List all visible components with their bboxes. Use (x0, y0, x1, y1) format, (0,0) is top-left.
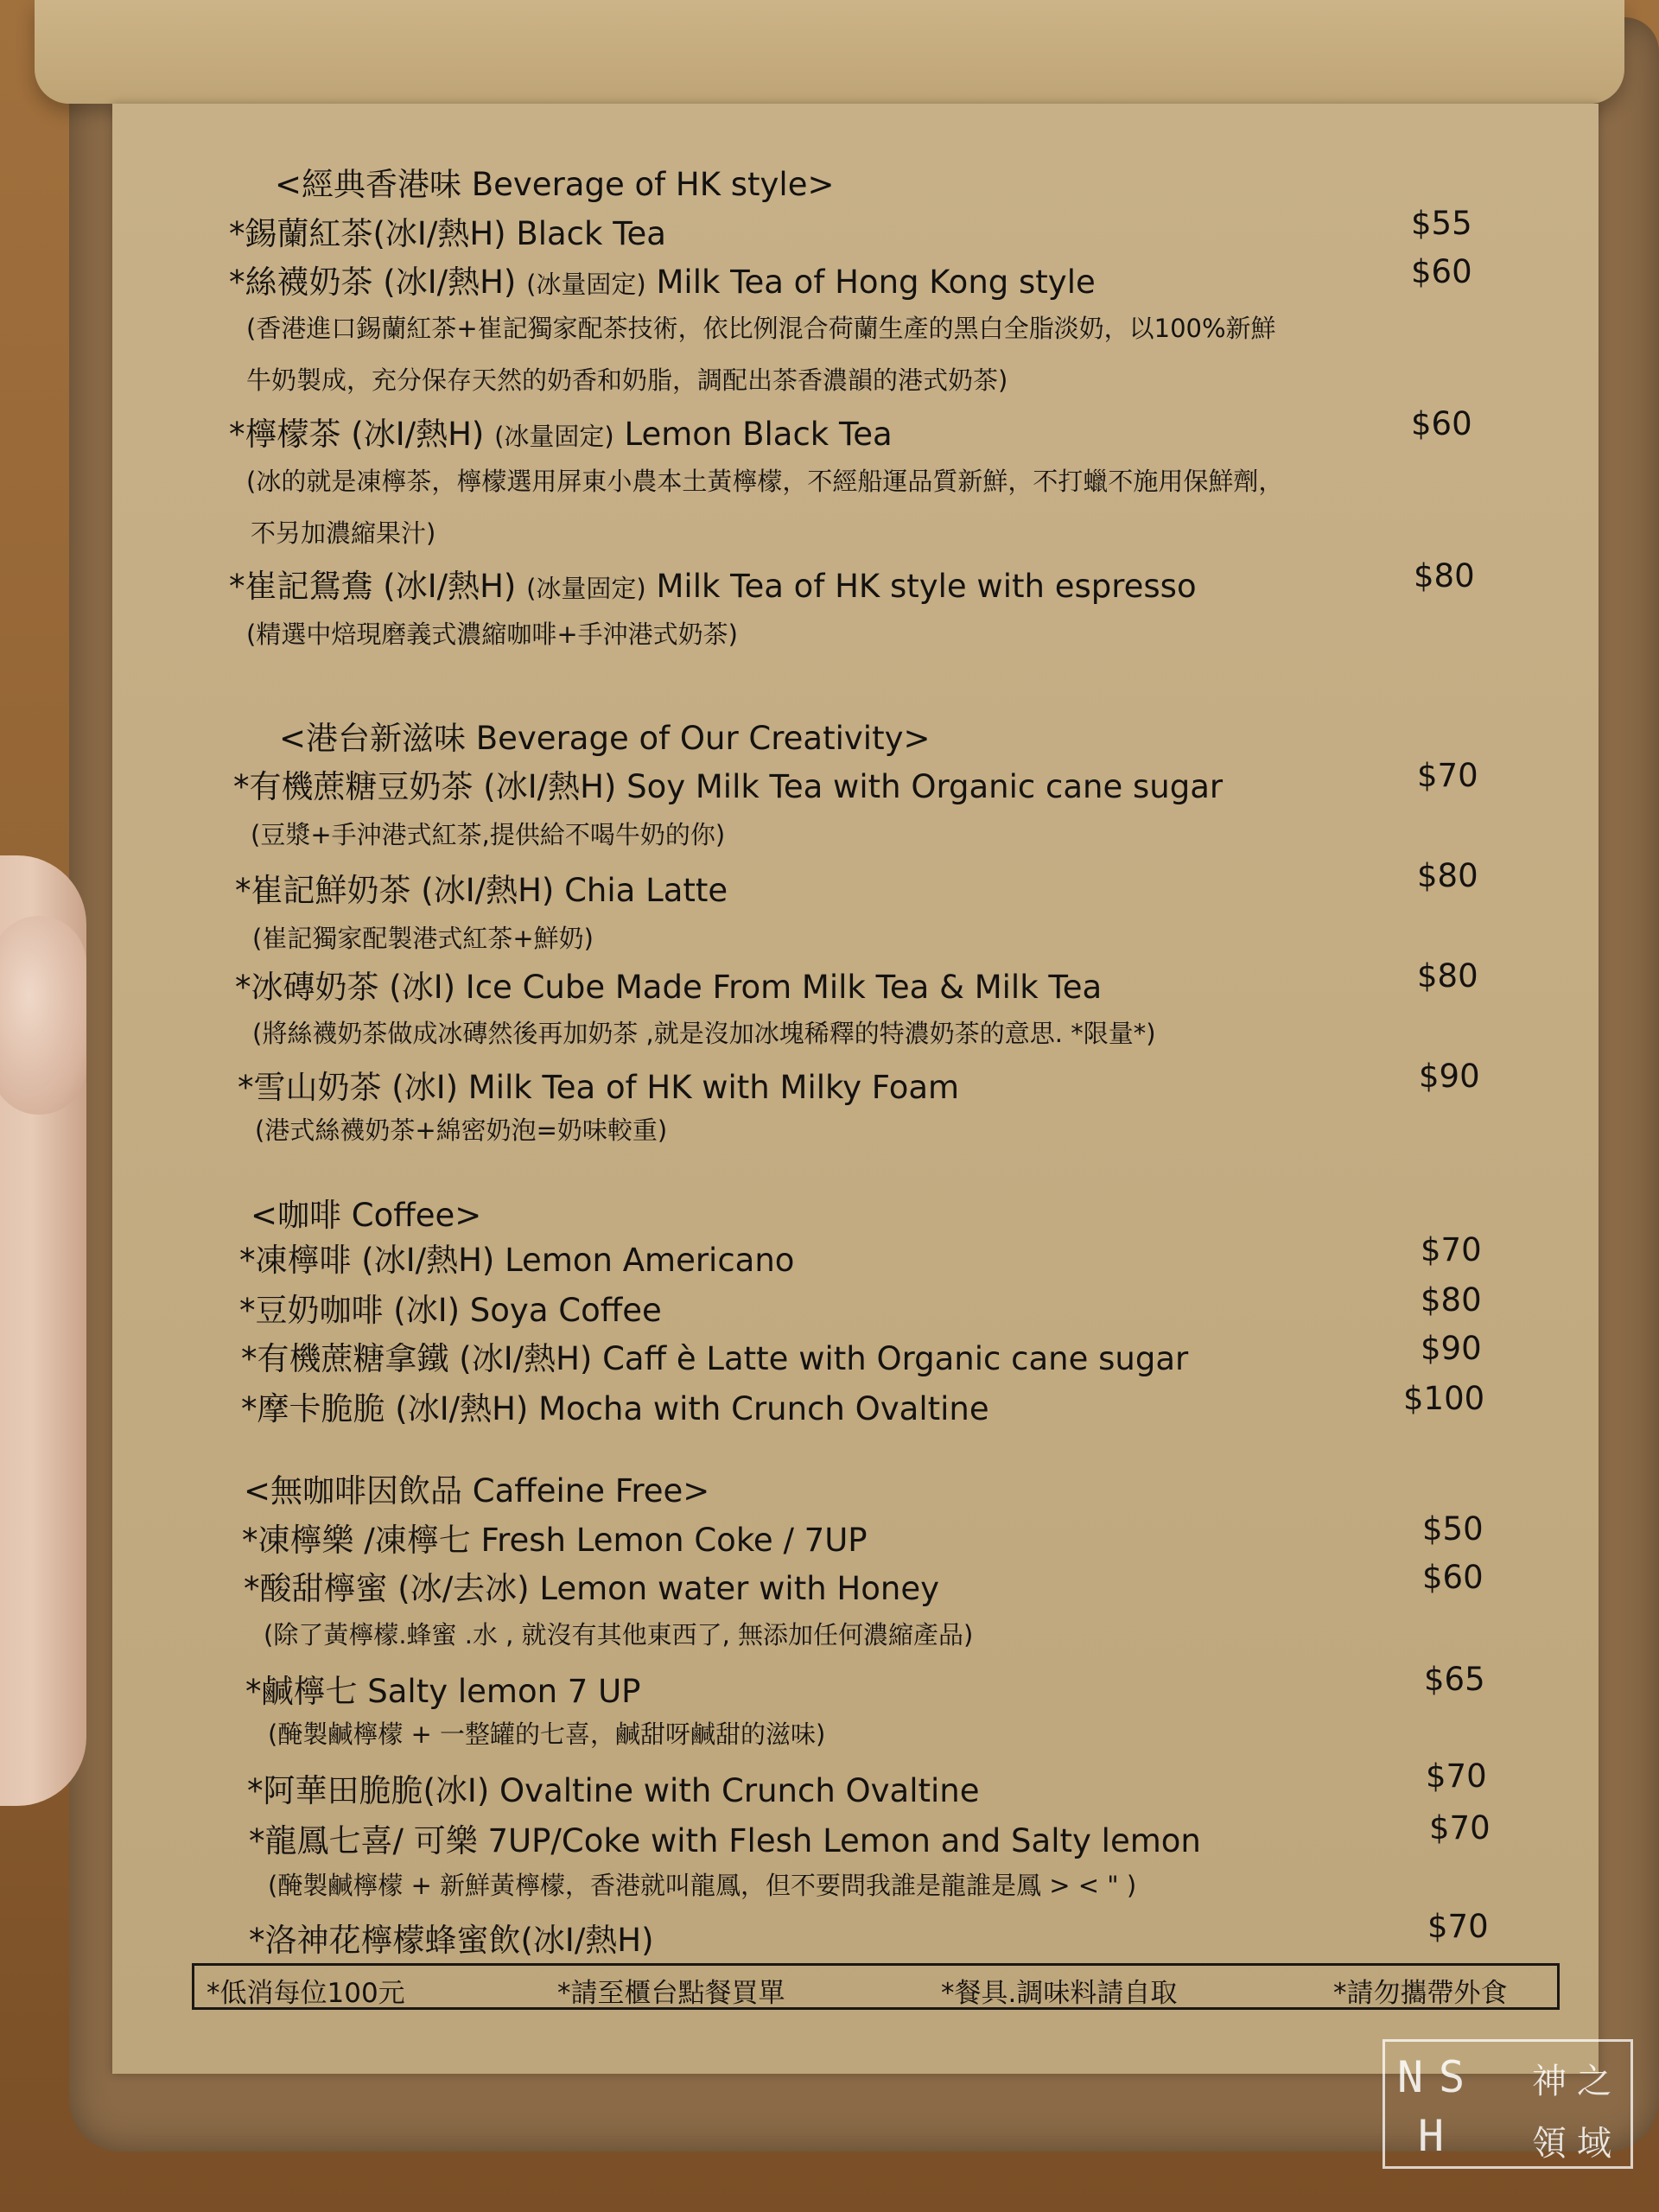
item-note: 牛奶製成，充分保存天然的奶香和奶脂，調配出茶香濃韻的港式奶茶) (246, 365, 1008, 395)
item-name: *凍檸樂 /凍檸七 Fresh Lemon Coke / 7UP (242, 1522, 868, 1559)
item-name: *洛神花檸檬蜂蜜飲(冰I/熱H) (249, 1922, 654, 1959)
item-name: *崔記鮮奶茶 (冰I/熱H) Chia Latte (235, 872, 728, 909)
item-note: 不另加濃縮果汁) (251, 518, 436, 548)
item-name: *有機蔗糖豆奶茶 (冰I/熱H) Soy Milk Tea with Organic cane sugar (233, 768, 1224, 805)
item-price: $65 (1424, 1661, 1485, 1698)
item-note: (崔記獨家配製港式紅茶+鮮奶) (252, 924, 594, 953)
item-price: $90 (1421, 1330, 1482, 1367)
item-name: *冰磚奶茶 (冰I) Ice Cube Made From Milk Tea & Milk Tea (235, 969, 1103, 1006)
item-name: *凍檸啡 (冰I/熱H) Lemon Americano (239, 1242, 795, 1279)
logo-letter: N (1397, 2052, 1424, 2102)
logo-char: 神 (1532, 2062, 1567, 2101)
item-note: (豆漿+手沖港式紅茶,提供給不喝牛奶的你) (251, 820, 726, 849)
footer-self-service: *餐具.調味料請自取 (941, 1978, 1178, 2009)
item-price: $70 (1426, 1758, 1487, 1795)
item-name: *檸檬茶 (冰I/熱H) (冰量固定) Lemon Black Tea (229, 416, 893, 453)
logo-letter: H (1418, 2111, 1445, 2161)
item-note: (港式絲襪奶茶+綿密奶泡=奶味較重) (255, 1116, 668, 1145)
footer-no-outside-food: *請勿攜帶外食 (1333, 1978, 1508, 2009)
item-price: $60 (1411, 405, 1472, 442)
item-name: *摩卡脆脆 (冰I/熱H) Mocha with Crunch Ovaltine (241, 1390, 989, 1427)
item-price: $70 (1421, 1231, 1482, 1268)
item-name: *崔記鴛鴦 (冰I/熱H) (冰量固定) Milk Tea of HK style with espresso (229, 568, 1197, 605)
item-name: *阿華田脆脆(冰I) Ovaltine with Crunch Ovaltine (247, 1772, 980, 1809)
item-name: *鹹檸七 Salty lemon 7 UP (245, 1673, 641, 1710)
section-title-creativity: <港台新滋味 Beverage of Our Creativity> (279, 720, 931, 757)
section-title-hk-style: <經典香港味 Beverage of HK style> (275, 166, 835, 203)
item-note: (精選中焙現磨義式濃縮咖啡+手沖港式奶茶) (246, 620, 738, 649)
item-price: $80 (1417, 957, 1478, 995)
item-note: (醃製鹹檸檬 + 一整罐的七喜，鹹甜呀鹹甜的滋味) (268, 1719, 826, 1749)
item-name: *有機蔗糖拿鐵 (冰I/熱H) Caff è Latte with Organic cane sugar (241, 1340, 1189, 1377)
item-price: $70 (1427, 1908, 1489, 1945)
item-note: (香港進口錫蘭紅茶+崔記獨家配茶技術，依比例混合荷蘭生產的黑白全脂淡奶，以100%新鮮 (246, 314, 1276, 343)
item-price: $80 (1421, 1281, 1482, 1319)
item-price: $70 (1417, 757, 1478, 794)
item-name: *龍鳳七喜/ 可樂 7UP/Coke with Flesh Lemon and Salty lemon (249, 1822, 1201, 1859)
item-note: (醃製鹹檸檬 + 新鮮黃檸檬，香港就叫龍鳳，但不要問我誰是龍誰是鳳 > < " ) (268, 1871, 1137, 1900)
item-price: $90 (1419, 1058, 1480, 1095)
item-name: *豆奶咖啡 (冰I) Soya Coffee (239, 1292, 662, 1329)
item-price: $60 (1422, 1559, 1484, 1596)
item-price: $60 (1411, 253, 1472, 290)
section-title-coffee: <咖啡 Coffee> (251, 1197, 482, 1234)
footer-order-at-counter: *請至櫃台點餐買單 (557, 1978, 785, 2009)
item-price: $80 (1417, 857, 1478, 894)
item-note: (將絲襪奶茶做成冰磚然後再加奶茶 ,就是沒加冰塊稀釋的特濃奶茶的意思. *限量*) (252, 1019, 1156, 1048)
logo-char: 域 (1577, 2124, 1611, 2164)
footer-notice-box (192, 1963, 1560, 2010)
item-name: *絲襪奶茶 (冰I/熱H) (冰量固定) Milk Tea of Hong Kong style (229, 264, 1096, 301)
item-name: *錫蘭紅茶(冰I/熱H) Black Tea (229, 215, 666, 252)
folded-cover (35, 0, 1624, 104)
thumb (0, 916, 86, 1115)
item-price: $50 (1422, 1510, 1484, 1548)
logo-letter: S (1439, 2052, 1465, 2102)
item-price: $55 (1411, 205, 1472, 242)
logo-char: 之 (1577, 2062, 1611, 2101)
item-name: *雪山奶茶 (冰I) Milk Tea of HK with Milky Foam (238, 1069, 960, 1106)
item-price: $80 (1414, 557, 1475, 594)
item-note: (除了黃檸檬.蜂蜜 .水 , 就沒有其他東西了, 無添加任何濃縮產品) (264, 1620, 974, 1649)
item-price: $100 (1403, 1380, 1485, 1417)
item-name: *酸甜檸蜜 (冰/去冰) Lemon water with Honey (244, 1570, 939, 1607)
watermark-logo (1382, 2039, 1633, 2169)
item-note: (冰的就是凍檸茶，檸檬選用屏東小農本土黃檸檬，不經船運品質新鮮，不打蠟不施用保鮮劑， (246, 467, 1284, 496)
item-price: $70 (1429, 1809, 1491, 1847)
section-title-caffeine-free: <無咖啡因飲品 Caffeine Free> (244, 1472, 710, 1510)
footer-minimum-charge: *低消每位100元 (207, 1978, 405, 2009)
logo-char: 領 (1532, 2124, 1567, 2164)
